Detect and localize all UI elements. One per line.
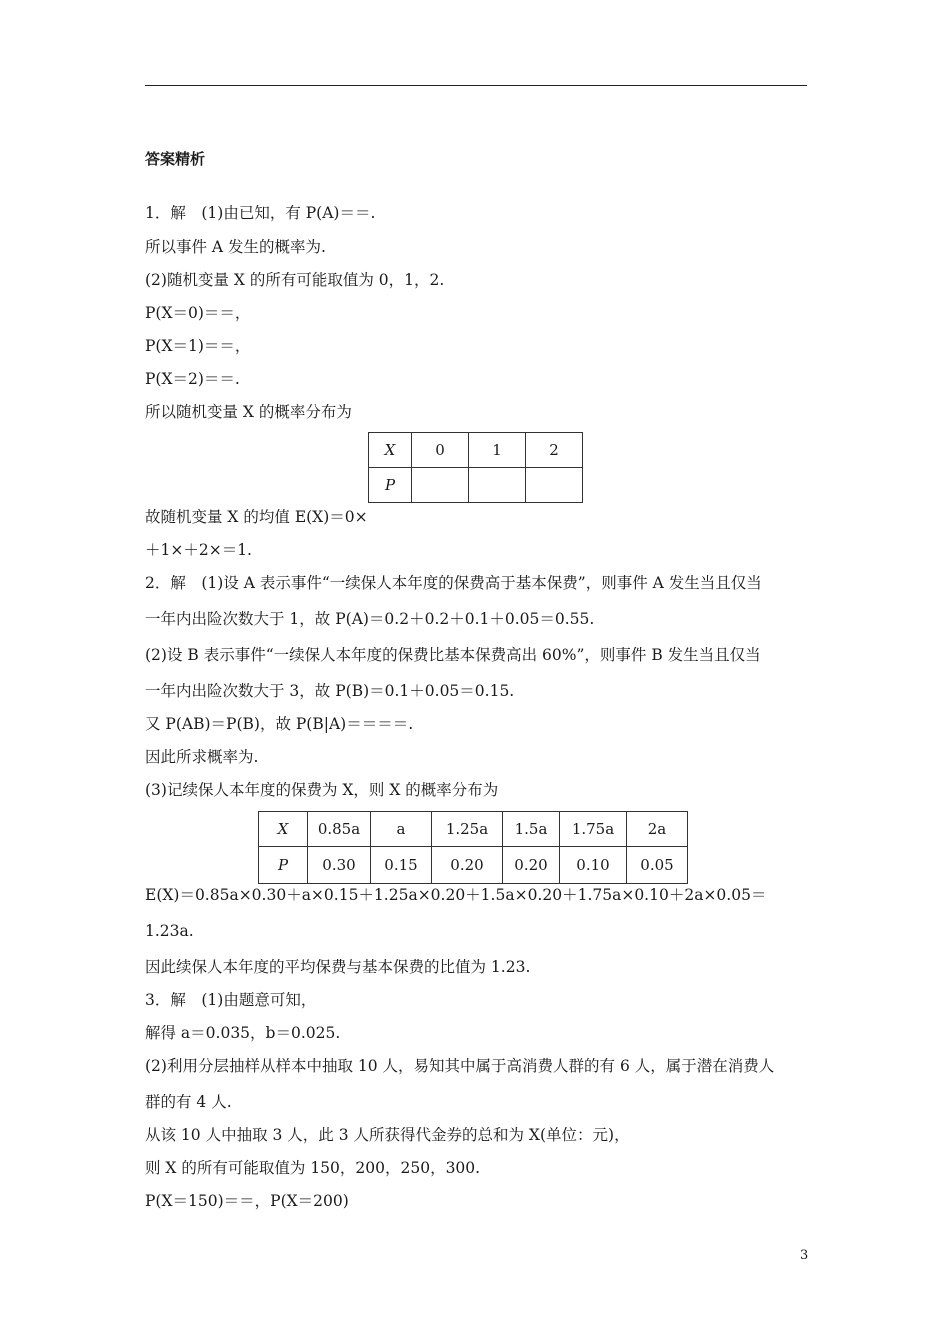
text-line: 从该 10 人中抽取 3 人，此 3 人所获得代金券的总和为 X(单位：元)， bbox=[145, 1126, 630, 1144]
text-line: 一年内出险次数大于 3，故 P(B)＝0.1＋0.05＝0.15. bbox=[145, 682, 515, 700]
text-line: 故随机变量 X 的均值 E(X)＝0× bbox=[145, 508, 368, 526]
text-line: 2．解 (1)设 A 表示事件“一续保人本年度的保费高于基本保费”，则事件 A 发生当且仅当 bbox=[145, 574, 762, 592]
text-line: 群的有 4 人. bbox=[145, 1093, 232, 1111]
text-line: 所以事件 A 发生的概率为. bbox=[145, 238, 326, 256]
text-line: 解得 a＝0.035，b＝0.025. bbox=[145, 1024, 341, 1042]
text-line: 因此续保人本年度的平均保费与基本保费的比值为 1.23. bbox=[145, 958, 531, 976]
table-cell: a bbox=[371, 812, 432, 847]
text-line: (2)随机变量 X 的所有可能取值为 0，1，2. bbox=[145, 271, 445, 289]
table-cell: 0.20 bbox=[432, 847, 503, 884]
header-rule bbox=[145, 85, 807, 86]
table-cell: 1 bbox=[469, 433, 526, 468]
table-cell: P bbox=[369, 468, 412, 503]
table-row bbox=[259, 847, 688, 884]
distribution-table-2 bbox=[258, 811, 688, 884]
table-row bbox=[259, 812, 688, 847]
table-cell: 0.30 bbox=[308, 847, 371, 884]
table-row bbox=[369, 433, 583, 468]
section-heading: 答案精析 bbox=[145, 150, 206, 168]
text-line: P(X＝150)＝＝，P(X＝200) bbox=[145, 1192, 349, 1210]
text-line: 一年内出险次数大于 1，故 P(A)＝0.2＋0.2＋0.1＋0.05＝0.55. bbox=[145, 610, 595, 628]
table-cell: 0.10 bbox=[560, 847, 627, 884]
text-line: 因此所求概率为. bbox=[145, 748, 259, 766]
text-line: ＋1×＋2×＝1. bbox=[145, 541, 252, 559]
table-cell: 2a bbox=[627, 812, 688, 847]
table-row bbox=[369, 468, 583, 503]
table-cell: P bbox=[259, 847, 308, 884]
table-cell: 0.20 bbox=[503, 847, 560, 884]
table-cell: 0.85a bbox=[308, 812, 371, 847]
distribution-table-1 bbox=[368, 432, 583, 503]
table-cell bbox=[526, 468, 583, 503]
table-cell: 0.15 bbox=[371, 847, 432, 884]
text-line: P(X＝0)＝＝， bbox=[145, 304, 251, 322]
text-line: 1．解 (1)由已知，有 P(A)＝＝. bbox=[145, 204, 376, 222]
text-line: 则 X 的所有可能取值为 150，200，250，300. bbox=[145, 1159, 481, 1177]
table-cell bbox=[469, 468, 526, 503]
text-line: 3．解 (1)由题意可知， bbox=[145, 991, 317, 1009]
table-cell: 1.25a bbox=[432, 812, 503, 847]
text-line: 1.23a. bbox=[145, 922, 194, 940]
table-cell bbox=[412, 468, 469, 503]
table-cell: 2 bbox=[526, 433, 583, 468]
table-cell: 1.75a bbox=[560, 812, 627, 847]
text-line: E(X)＝0.85a×0.30＋a×0.15＋1.25a×0.20＋1.5a×0.20＋1.75a×0.10＋2a×0.05＝ bbox=[145, 886, 767, 904]
text-line: 所以随机变量 X 的概率分布为 bbox=[145, 403, 352, 421]
table-cell: 0 bbox=[412, 433, 469, 468]
text-line: 又 P(AB)＝P(B)，故 P(B|A)＝＝＝＝. bbox=[145, 715, 414, 733]
page-number: 3 bbox=[800, 1248, 809, 1263]
table-cell: X bbox=[259, 812, 308, 847]
text-line: (2)利用分层抽样从样本中抽取 10 人，易知其中属于高消费人群的有 6 人，属于潜在消费人 bbox=[145, 1057, 775, 1075]
table-cell: 0.05 bbox=[627, 847, 688, 884]
text-line: (3)记续保人本年度的保费为 X，则 X 的概率分布为 bbox=[145, 781, 499, 799]
table-cell: X bbox=[369, 433, 412, 468]
text-line: P(X＝1)＝＝， bbox=[145, 337, 251, 355]
text-line: (2)设 B 表示事件“一续保人本年度的保费比基本保费高出 60%”，则事件 B 发生当且仅当 bbox=[145, 646, 761, 664]
table-cell: 1.5a bbox=[503, 812, 560, 847]
text-line: P(X＝2)＝＝. bbox=[145, 370, 240, 388]
